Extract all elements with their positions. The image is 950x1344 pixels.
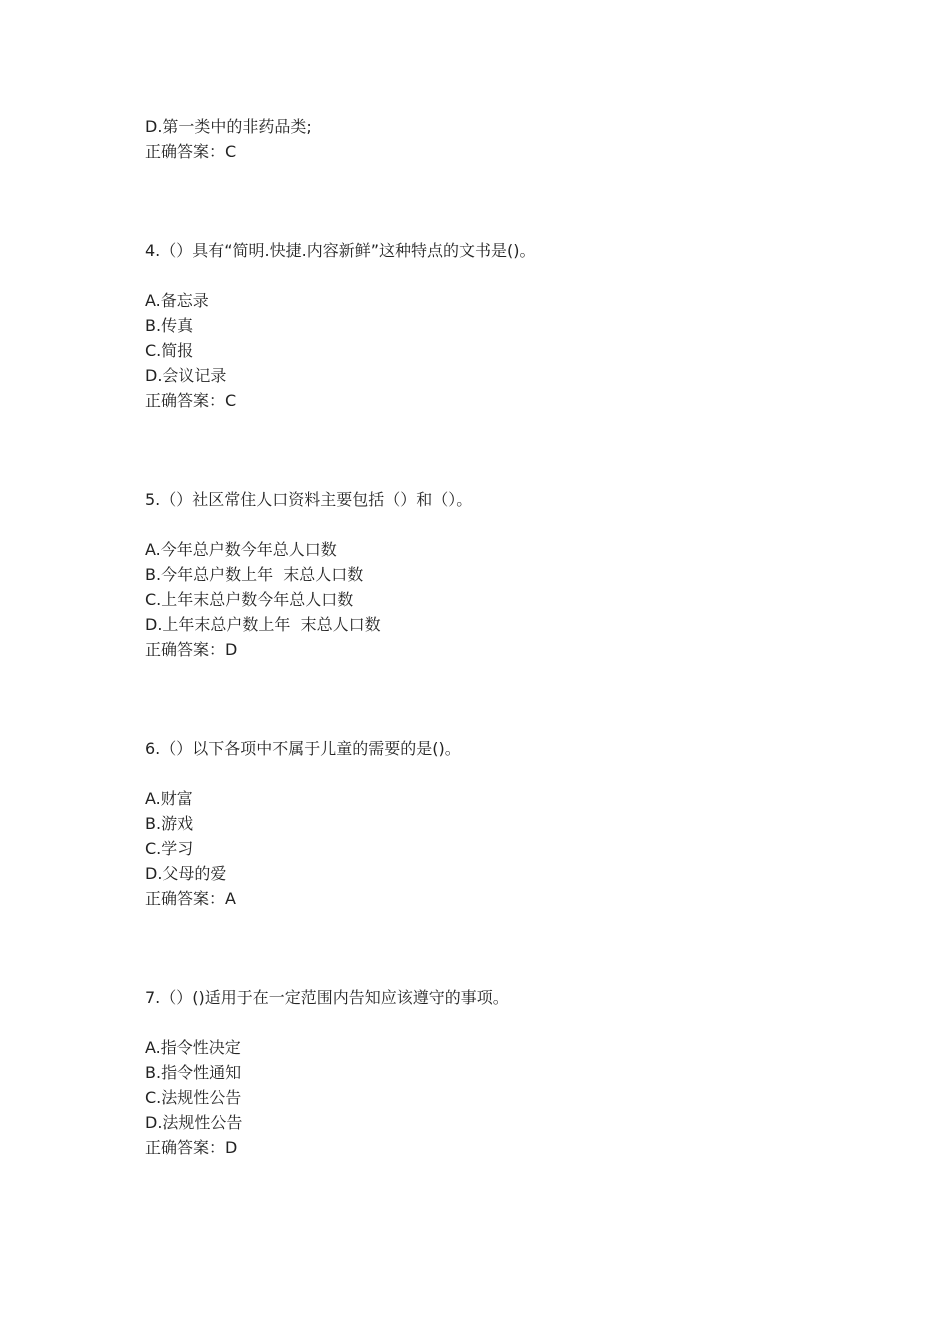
option-b: B.指令性通知 [145,1063,242,1082]
option-a: A.今年总户数今年总人口数 [145,540,337,559]
correct-answer: 正确答案：D [145,1138,238,1157]
question-stem: 4.（）具有“简明.快捷.内容新鲜”这种特点的文书是()。 [145,241,536,260]
question-stem: 5.（）社区常住人口资料主要包括（）和（）。 [145,490,473,509]
option-d: D.第一类中的非药品类; [145,117,312,136]
option-d: D.上年末总户数上年 末总人口数 [145,615,381,634]
correct-answer: 正确答案：C [145,391,237,410]
correct-answer: 正确答案：A [145,889,236,908]
option-a: A.指令性决定 [145,1038,241,1057]
option-c: C.上年末总户数今年总人口数 [145,590,354,609]
question-stem: 6.（）以下各项中不属于儿童的需要的是()。 [145,739,461,758]
option-d: D.会议记录 [145,366,227,385]
option-c: C.简报 [145,341,194,360]
question-stem: 7.（）()适用于在一定范围内告知应该遵守的事项。 [145,988,509,1007]
option-b: B.游戏 [145,814,194,833]
option-d: D.父母的爱 [145,864,227,883]
option-c: C.法规性公告 [145,1088,242,1107]
option-a: A.财富 [145,789,193,808]
option-a: A.备忘录 [145,291,209,310]
correct-answer: 正确答案：D [145,640,238,659]
correct-answer: 正确答案：C [145,142,237,161]
option-b: B.今年总户数上年 末总人口数 [145,565,364,584]
option-b: B.传真 [145,316,194,335]
option-d: D.法规性公告 [145,1113,243,1132]
option-c: C.学习 [145,839,194,858]
